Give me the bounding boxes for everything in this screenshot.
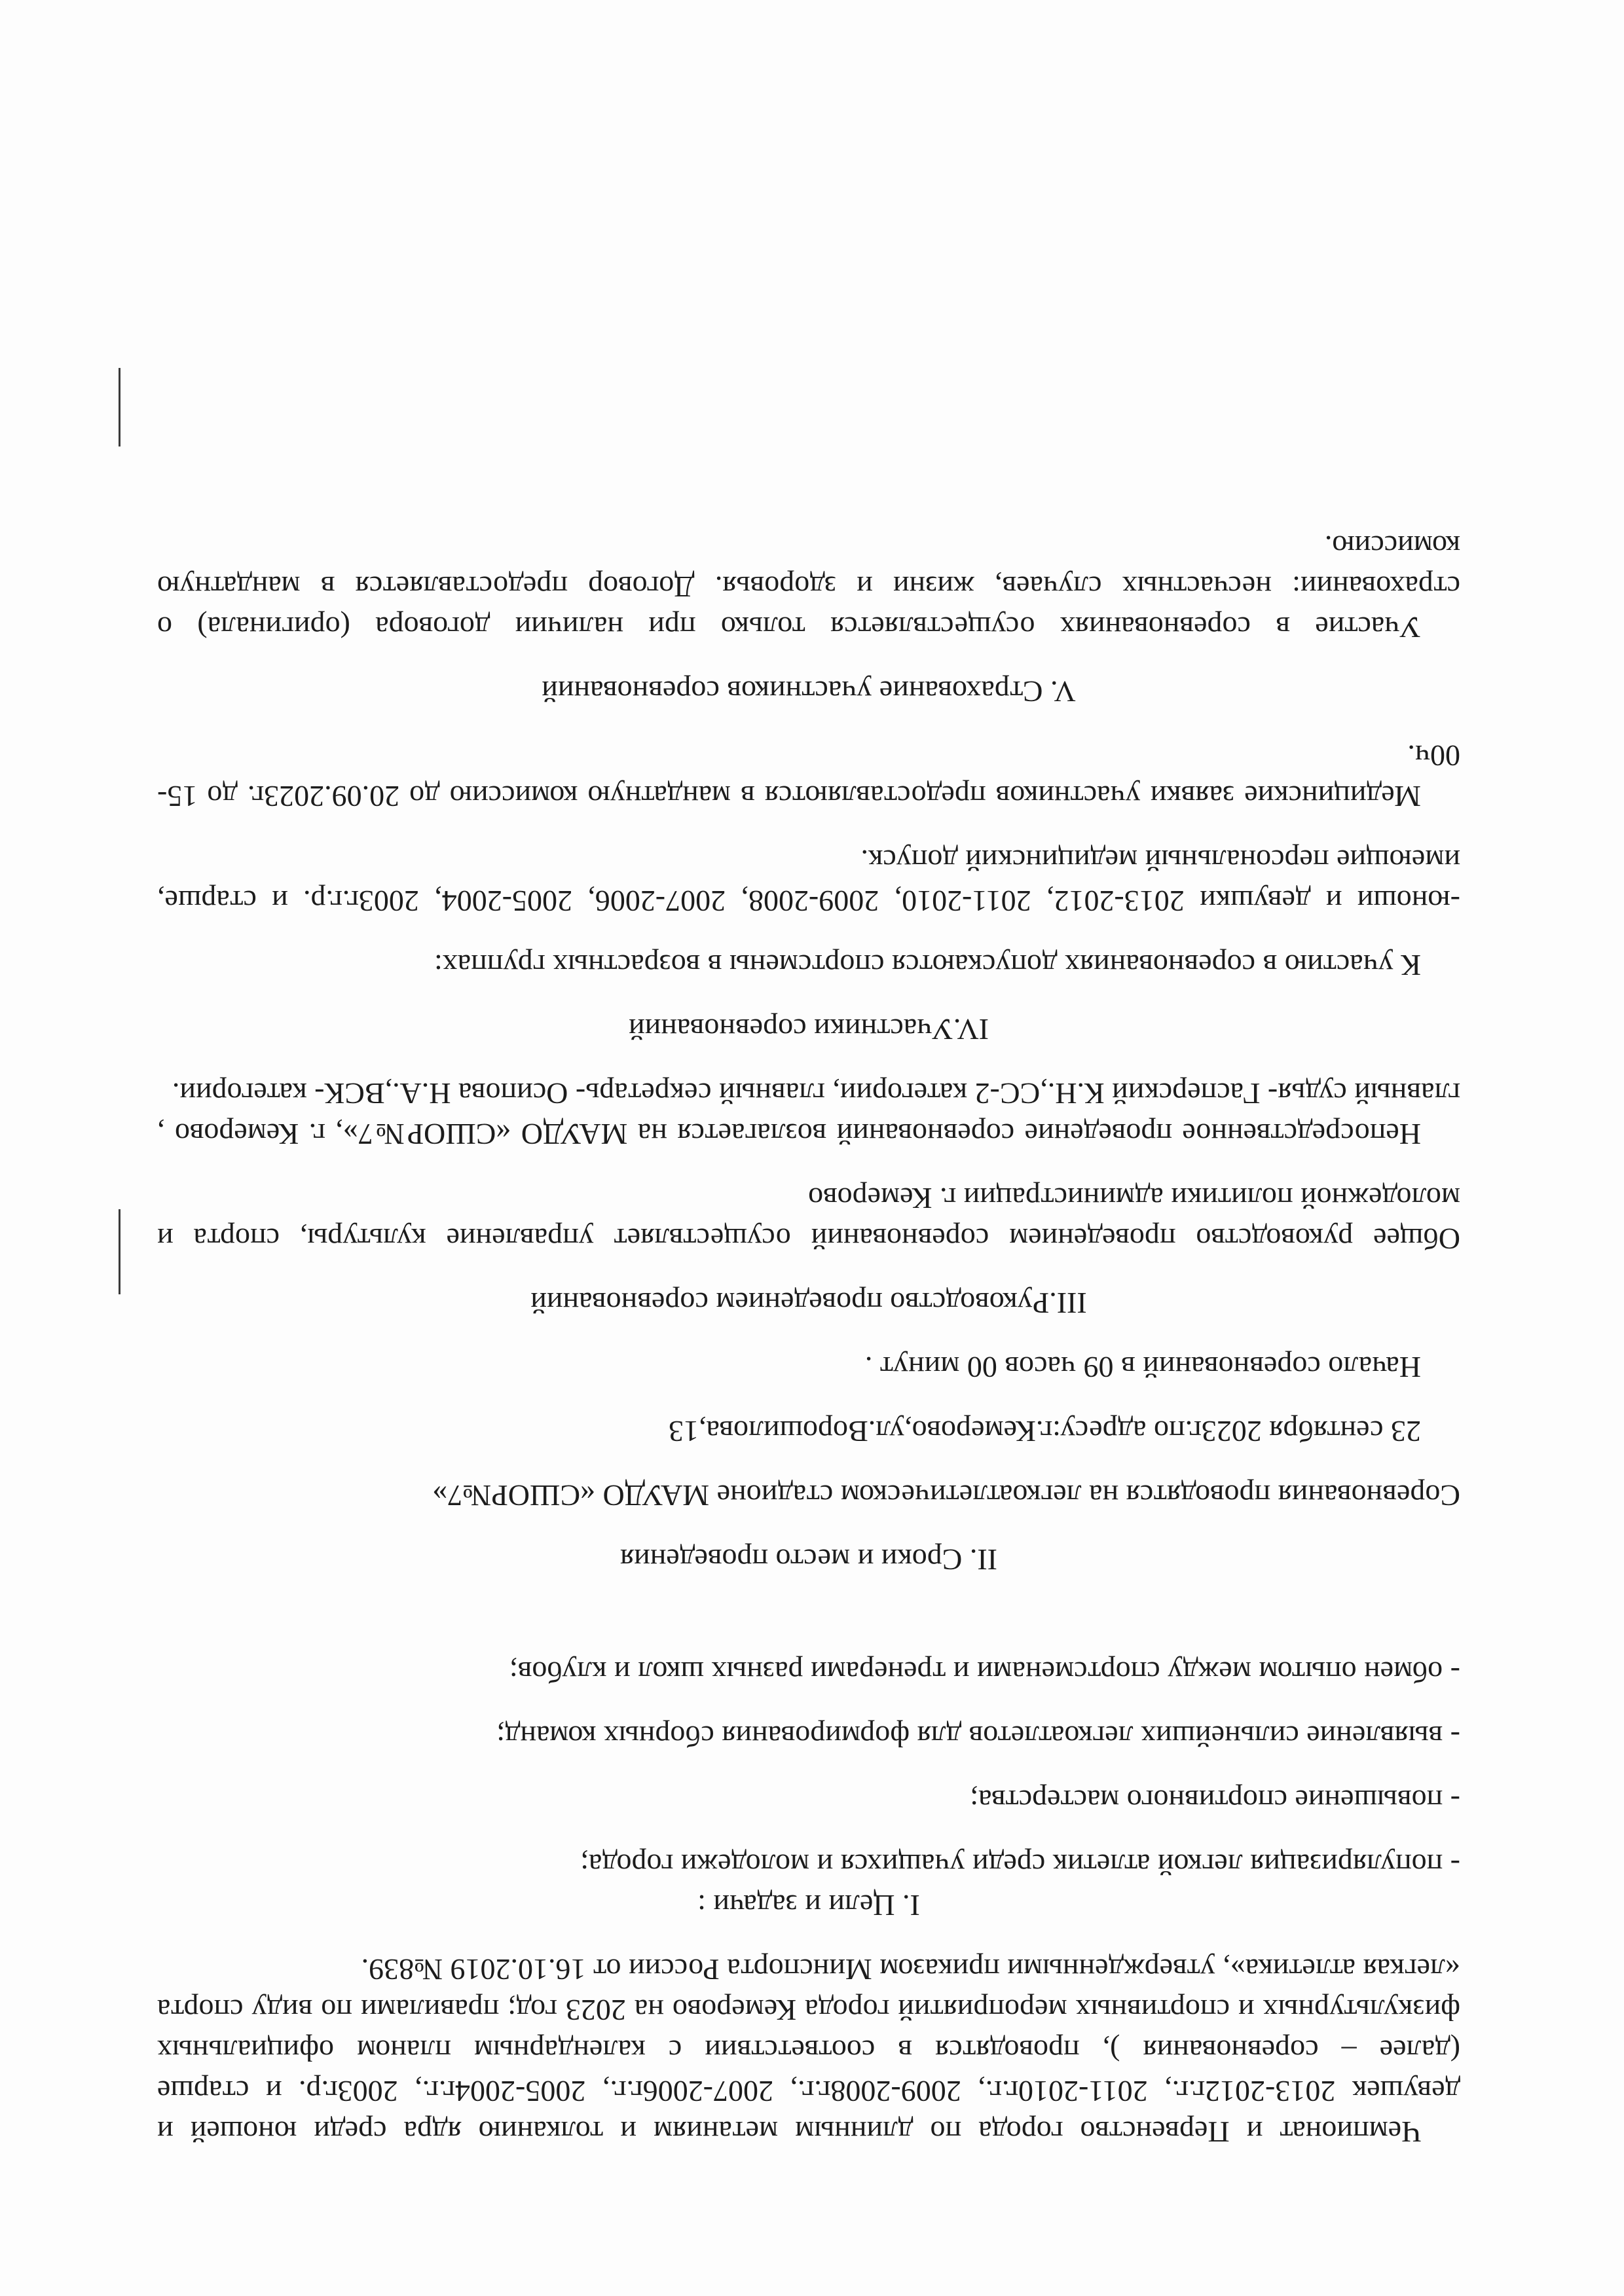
margin-mark <box>119 1209 120 1294</box>
section-4-heading: IV.Участники соревнований <box>629 1013 989 1046</box>
list-item: - выявление сильнейших легкоатлетов для формирования сборных команд; <box>496 1720 1460 1753</box>
insurance-paragraph: Участие в соревнованиях осуществляется только при наличии договора (оригинала) о страховании: несчастных случаев, жизни и здоровья. Договор предоставляется в мандатную комиссию. <box>157 530 1460 644</box>
goals-list <box>157 1652 1460 1885</box>
medical-paragraph: Медицинские заявки участников предоставляются в мандатную комиссию до 20.09.2023г. до 15-00ч. <box>157 739 1460 813</box>
list-item: - повышение спортивного мастерства; <box>970 1784 1460 1817</box>
start-time-paragraph: Начало соревнований в 09 часов 00 минут . <box>864 1351 1421 1384</box>
general-management-paragraph: Общее руководство проведением соревнований осуществляет управление культуры, спорта и молодежной политики администрации г. Кемерово <box>157 1182 1460 1256</box>
venue-paragraph: Соревнования проводятся на легкоатлетическом стадионе МАУДО «СШОР№7» <box>432 1479 1460 1512</box>
section-2-heading: II. Сроки и место проведения <box>619 1543 998 1576</box>
admission-paragraph: К участию в соревнованиях допускаются спортсмены в возрастных группах: <box>434 949 1421 982</box>
document-body <box>157 526 1460 2152</box>
direct-management-paragraph: Непосредственное проведение соревнований возлагается на МАУДО «СШОР№7», г. Кемерово , главный судья- Гасперский К.Н.,СС-2 категории, главный секретарь- Осипова Н.А.,ВСК- категории. <box>157 1077 1460 1151</box>
section-5-heading: V. Страхование участников соревнований <box>542 675 1076 708</box>
section-3-heading: III.Руководство проведением соревнований <box>530 1286 1087 1320</box>
intro-paragraph: Чемпионат и Первенство города по длинным метаниям и толканию ядра среди юношей и девушек 2013-2012г.г., 2011-2010г.г., 2009-2008г.г., 2007-2006г.г., 2005-2004г.г., 2003г.р. и старше (далее – соревнования ), проводятся в соответствии с календарным планом официальных физкультурных и спортивных мероприятий города Кемерово на 2023 год; правилами по виду спорта «легкая атлетика», утвержденными приказом Минспорта России от 16.10.2019 №839. <box>157 1953 1460 2149</box>
list-item: - популяризация легкой атлетик среди учащихся и молодежи города; <box>580 1848 1460 1882</box>
section-1-heading: I. Цели и задачи : <box>697 1889 920 1922</box>
age-groups-paragraph: -юноши и девушки 2013-2012, 2011-2010, 2009-2008, 2007-2006, 2005-2004, 2003г.г.р. и старше, имеющие персональный медицинский допуск. <box>157 844 1460 918</box>
margin-mark <box>119 368 120 446</box>
list-item: - обмен опытом между спортсменами и тренерами разных школ и клубов; <box>509 1656 1460 1689</box>
date-paragraph: 23 сентября 2023г.по адресу:г.Кемерово,ул.Ворошилова,13 <box>669 1415 1421 1448</box>
